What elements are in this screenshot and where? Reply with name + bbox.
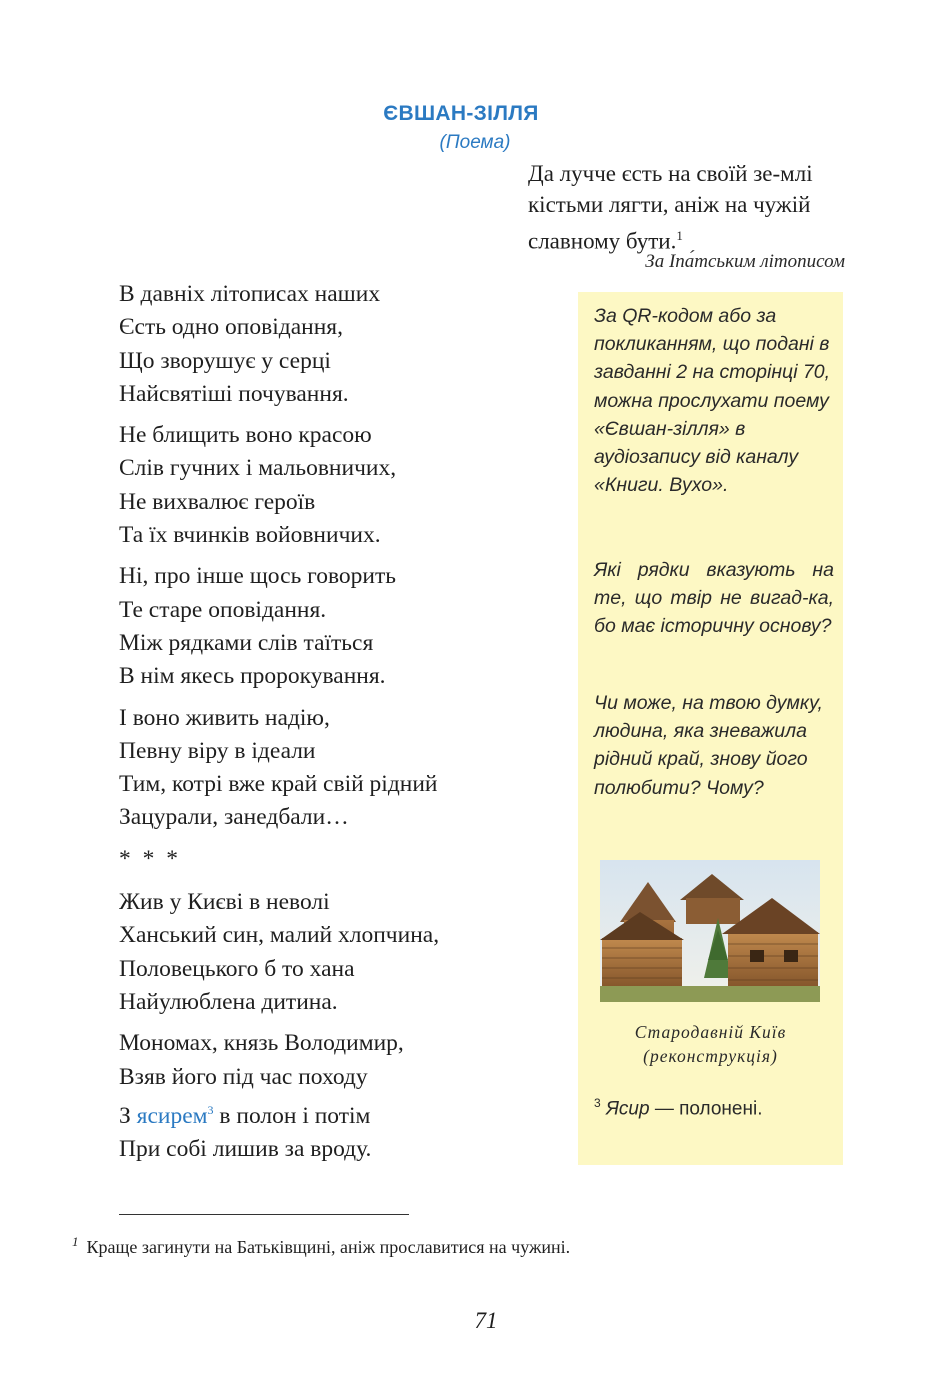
glossary-word[interactable] [137, 1103, 214, 1129]
poem-line: Не блищить воно красою [119, 422, 372, 449]
sidebar-footnote-mark: 3 [594, 1096, 601, 1110]
stanza [119, 702, 559, 835]
poem-subtitle: (Поема) [439, 132, 511, 153]
poem-line: Зацурали, занедбали… [119, 804, 349, 831]
poem-line: Найсвятіші почування. [119, 380, 349, 407]
poem-line: Слів гучних і мальовничих, [119, 455, 397, 482]
poem-title: ЄВШАН-ЗІЛЛЯ [383, 102, 539, 125]
sidebar-box [578, 292, 843, 1165]
stanza [119, 278, 559, 411]
poem-line: Найулюблена дитина. [119, 988, 338, 1015]
sidebar-question-2: Чи може, на твою думку, людина, яка зневажила рідний край, знову його полюбити? Чому? [594, 692, 823, 799]
poem-line: Жив у Києві в неволі [119, 889, 330, 916]
sidebar-question-1: Які рядки вказують на те, що твір не вигад-ка, бо має історичну основу? [594, 559, 834, 638]
page-number: 71 [474, 1308, 498, 1333]
poem-line: В давніх літописах наших [119, 281, 381, 307]
glossary-word-text: ясирем [136, 1102, 208, 1129]
epigraph-note-mark: 1 [676, 228, 683, 243]
poem-line: Що зворушує у серці [119, 347, 331, 374]
stanza [119, 419, 559, 552]
stanza-separator: * * * [119, 845, 181, 872]
poem-line: Мономах, князь Володимир, [119, 1030, 404, 1057]
sidebar-footnote-text: — полонені. [649, 1098, 763, 1120]
poem-line: Ханський син, малий хлопчина, [119, 922, 440, 949]
epigraph [528, 158, 858, 257]
poem-line: Між рядками слів таїться [119, 629, 374, 656]
sidebar-footnote [594, 1096, 834, 1120]
poem-line: І воно живить надію, [119, 704, 330, 731]
poem-line: Те старе оповідання. [119, 596, 327, 623]
poem-line: В нім якесь пророкування. [119, 663, 386, 690]
poem-line: При собі лишив за вроду. [119, 1135, 372, 1162]
photo-caption: Стародавній Київ (реконструкція) [634, 1022, 787, 1066]
stanza [119, 560, 559, 693]
footnote-divider [119, 1214, 409, 1215]
sidebar-audio-note: За QR-кодом або за покликанням, що подані в завданні 2 на сторінці 70, можна прослухати поему «Євшан-зілля» в аудіозапису від каналу «Книги. Вухо». [594, 305, 831, 497]
poem-line: Тим, котрі вже край свій рідний [119, 771, 438, 798]
poem-line: Взяв його під час походу [119, 1063, 368, 1090]
poem-line-glossed [119, 1094, 559, 1133]
page-footnote-text: Краще загинути на Батьківщині, аніж прославитися на чужині. [86, 1237, 571, 1257]
poem-line: Єсть одно оповідання, [119, 314, 343, 341]
poem-line: Не вихвалює героїв [119, 488, 316, 515]
poem-line: Певну віру в ідеали [119, 737, 316, 764]
gloss-line-after: в полон і потім [213, 1102, 371, 1129]
poem-line: Половецького б то хана [119, 955, 355, 982]
kyiv-reconstruction-photo [600, 860, 820, 1002]
stanza [119, 1027, 559, 1166]
stanza [119, 886, 559, 1019]
epigraph-source: За Іпа́тським літописом [645, 251, 845, 272]
poem-line: Та їх вчинків войовничих. [119, 522, 381, 549]
poem-line: Ні, про інше щось говорить [119, 563, 396, 590]
glossary-note-mark: 3 [207, 1102, 214, 1117]
page-footnote [72, 1234, 892, 1258]
page-footnote-mark: 1 [72, 1234, 79, 1249]
poem-body [119, 278, 559, 1174]
sidebar-footnote-term: Ясир [605, 1098, 650, 1120]
gloss-line-before: З [119, 1102, 137, 1129]
epigraph-text: Да лучче єсть на своїй зе-млі кістьми лягти, аніж на чужій славному бути. [528, 161, 813, 254]
